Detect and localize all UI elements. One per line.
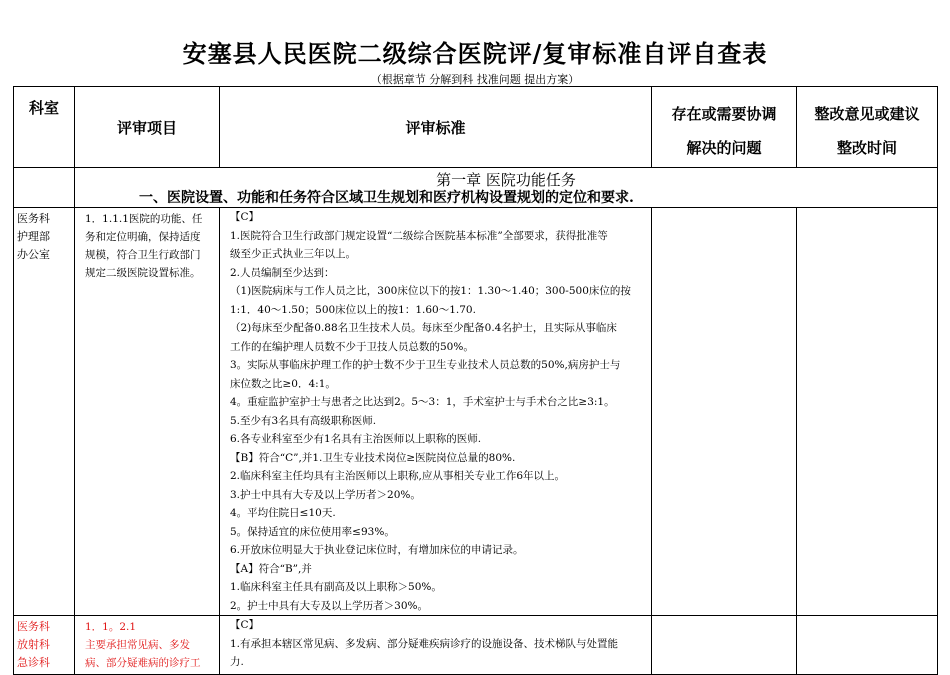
standard-line: 2.临床科室主任均具有主治医师以上职称,应从事相关专业工作6年以上。 [230,470,566,482]
dept-line: 急诊科 [17,656,50,669]
table-row [14,616,938,675]
chapter-title: 第一章 医院功能任务 [436,171,576,189]
standard-line: （2)每床至少配备0.88名卫生技术人员。每床至少配备0.4名护士，且实际从事临床 [230,322,617,334]
header-row [14,87,938,168]
standard-line: 5.至少有3名具有高级职称医师. [230,414,377,427]
row1-problems[interactable] [652,208,797,616]
standard-line: 工作的在编护理人员数不少于卫技人员总数的50%。 [230,340,474,353]
row1-advice[interactable] [797,208,938,616]
page-subtitle: （根据章节 分解到科 找准问题 提出方案） [370,73,580,86]
standard-line: 4。重症监护室护士与患者之比达到2。5～3：1，手术室护士与手术台之比≥3:1。 [230,396,615,408]
chapter-empty-cell [14,168,75,208]
row1-standard [220,208,652,616]
standard-line: 级至少正式执业三年以上。 [230,248,356,260]
standard-line: 1:1．40～1.50；500床位以上的按1：1.60～1.70. [230,303,476,316]
row2-advice[interactable] [797,616,938,675]
header-standard: 评审标准 [220,87,652,168]
header-item: 评审项目 [75,87,220,168]
standard-line: 【B】符合“C”,并1.卫生专业技术岗位≥医院岗位总量的80%. [230,451,516,464]
standard-line: 6.各专业科室至少有1名具有主治医师以上职称的医师. [230,433,482,445]
standard-line: 3.护士中具有大专及以上学历者＞20%。 [230,488,421,501]
header-dept: 科室 [14,87,75,168]
standard-line: 力. [230,656,244,668]
header-advice-line2: 整改时间 [836,139,897,157]
item-line: 务和定位明确，保持适度 [85,231,201,243]
header-problems-line2: 解决的问题 [686,139,762,157]
table-row [14,208,938,616]
header-problems [652,87,797,168]
standard-line: 【A】符合“B”,并 [230,562,312,575]
standard-line: 床位数之比≥0．4:1。 [230,377,336,390]
standard-line: 1.有承担本辖区常见病、多发病、部分疑难疾病诊疗的设施设备、技术梯队与处置能 [230,637,619,650]
row2-dept [14,616,75,675]
item-line: 主要承担常见病、多发 [85,639,190,651]
standard-line: 1.临床科室主任具有副高及以上职称＞50%。 [230,581,442,593]
standard-line: 6.开放床位明显大于执业登记床位时，有增加床位的申请记录。 [230,544,524,556]
standard-line: （1)医院病床与工作人员之比，300床位以下的按1：1.30～1.40；300-500床位的按 [230,285,631,297]
item-line: 规模，符合卫生行政部门 [85,249,201,261]
item-line: 病、部分疑难病的诊疗工 [85,657,201,669]
standard-line: 2。护士中具有大专及以上学历者＞30%。 [230,599,429,612]
standard-line: 【C】 [230,619,260,631]
item-line: 1．1。2.1 [85,621,137,633]
header-advice [797,87,938,168]
item-line: 规定二级医院设置标准。 [85,267,201,279]
dept-line: 放射科 [17,638,50,651]
header-advice-line1: 整改意见或建议 [814,105,920,123]
row2-item [75,616,220,675]
row2-standard [220,616,652,675]
chapter-row [14,168,938,208]
dept-line: 医务科 [17,620,50,633]
dept-line: 办公室 [17,248,50,261]
row2-problems[interactable] [652,616,797,675]
item-line: 1．1.1.1医院的功能、任 [85,213,203,225]
standard-line: 1.医院符合卫生行政部门规定设置“二级综合医院基本标准”全部要求，获得批准等 [230,229,608,242]
header-problems-line1: 存在或需要协调 [671,105,777,123]
page-title: 安塞县人民医院二级综合医院评/复审标准自评自查表 [182,39,768,68]
standard-line: 3。实际从事临床护理工作的护士数不少于卫生专业技术人员总数的50%,病房护士与 [230,359,621,371]
standard-line: 4。平均住院日≤10天. [230,507,336,519]
standard-line: 5。保持适宜的床位使用率≤93%。 [230,525,395,538]
dept-line: 护理部 [17,230,50,243]
dept-line: 医务科 [17,212,50,225]
standard-line: 【C】 [230,211,260,223]
chapter-cell [75,168,938,208]
section-title: 一、医院设置、功能和任务符合区域卫生规划和医疗机构设置规划的定位和要求. [139,190,634,206]
standard-line: 2.人员编制至少达到： [230,266,335,279]
self-assessment-table [13,86,938,675]
row1-item [75,208,220,616]
row1-dept [14,208,75,616]
